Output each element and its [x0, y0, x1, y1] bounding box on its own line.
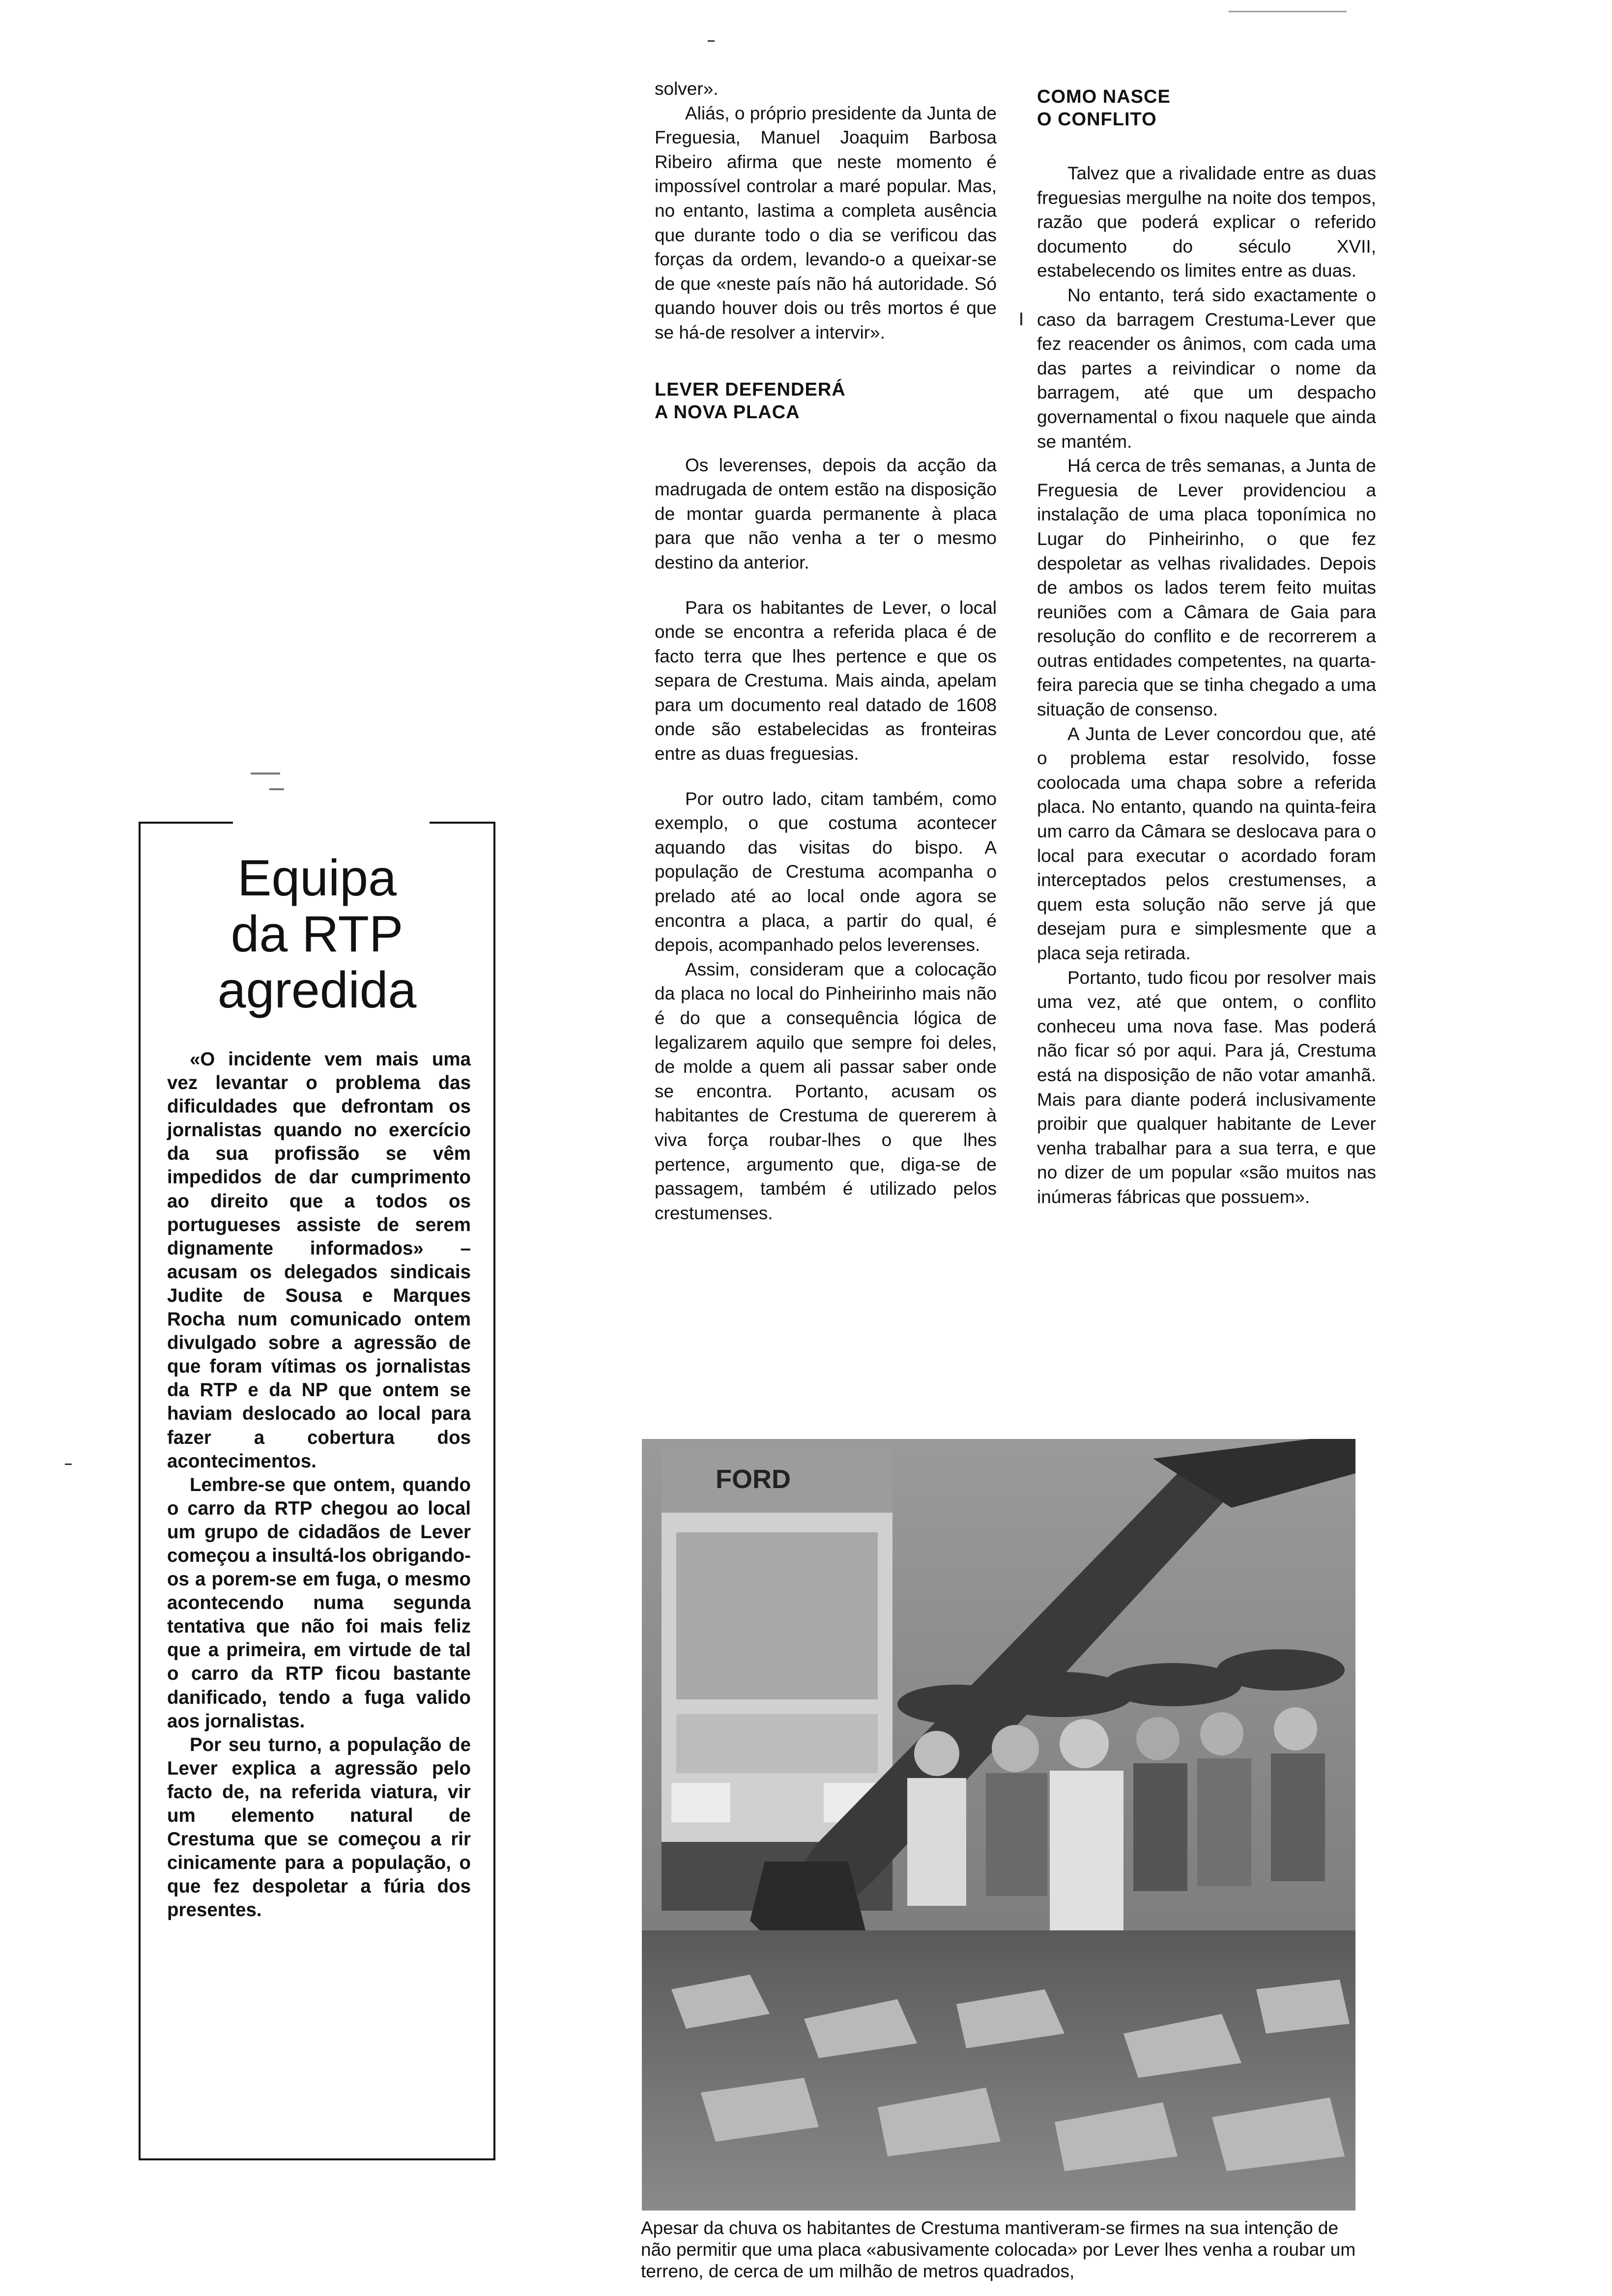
article-paragraph: Os leverenses, depois da acção da madrugada de ontem estão na disposição de montar guarda permanente à placa para que não venha a ter o mesmo destino da anterior. — [655, 455, 997, 573]
headline-line: Equipa — [237, 850, 397, 907]
subhead-line: LEVER DEFENDERÁ — [655, 379, 846, 400]
sidebar-paragraph: Lembre-se que ontem, quando o carro da RTP chegou ao local um grupo de cidadãos de Lever começou a insultá-los obrigando-os a porem-se em fuga, o mesmo acontecendo numa segunda tentativa que não foi mais feliz que a primeira, em virtude de tal o carro da RTP ficou bastante danificado, tendo a fuga valido aos jornalistas. — [167, 1474, 471, 1732]
article-paragraph: Assim, consideram que a colocação da placa no local do Pinheirinho mais não é do que a consequência lógica de legalizarem aquilo que sempre foi deles, de molde a quem ali passar saber onde se encontra. Portanto, acusam os habitantes de Crestuma de quererem à viva força roubar-lhes o que lhes pertence, argumento que, diga-se de passagem, também é utilizado pelos crestumenses. — [655, 959, 997, 1223]
article-paragraph: Há cerca de três semanas, a Junta de Freguesia de Lever providenciou a instalação de uma placa toponímica no Lugar do Pinheirinho, o que fez despoletar as velhas rivalidades. Depois de ambos os lados terem feito muitas reuniões com a Câmara de Gaia para resolução do conflito e de recorrerem a outras entidades competentes, na quarta-feira parecia que se tinha chegado a uma situação de consenso. — [1037, 456, 1376, 720]
article-column-middle — [655, 77, 997, 1225]
scan-speck — [1229, 11, 1347, 12]
subhead-como-nasce — [1037, 86, 1376, 131]
box-top-rule-left — [141, 822, 233, 824]
article-paragraph: Por outro lado, citam também, como exemplo, o que costuma acontecer aquando das visitas do bispo. A população de Crestuma acompanha o prelado até ao local onde agora se encontra a placa, a partir do qual, é depois, acompanhado pelos leverenses. — [655, 788, 997, 955]
article-paragraph: Talvez que a rivalidade entre as duas freguesias mergulhe na noite dos tempos, razão que poderá explicar o referido documento do século XVII, estabelecendo os limites entre as duas. — [1037, 163, 1376, 281]
truck-brand-text: FORD — [716, 1464, 791, 1494]
subhead-line: O CONFLITO — [1037, 109, 1157, 130]
article-paragraph: Portanto, tudo ficou por resolver mais uma vez, até que ontem, o conflito conheceu uma nova fase. Mas poderá não ficar só por aqui. Para já, Crestuma está na disposição de não votar amanhã. Mais para diante poderá inclusivamente proibir que qualquer habitante de Lever venha trabalhar para a sua terra, e que no dizer de um popular «são muitos nas inúmeras fábricas que possuem». — [1037, 967, 1376, 1207]
truck-windshield — [676, 1532, 878, 1699]
sidebar-paragraph: Por seu turno, a população de Lever explica a agressão pelo facto de, na referida viatura, vir um elemento natural de Crestuma que se começou a rir cinicamente para a população, o que fez despoletar a fúria dos presentes. — [167, 1734, 471, 1921]
news-photo — [642, 1439, 1355, 2210]
article-paragraph: A Junta de Lever concordou que, até o problema estar resolvido, fosse coolocada uma chapa sobre a referida placa. No entanto, quando na quinta-feira um carro da Câmara se deslocava para o local para executar o acordado foram interceptados pelos crestumenses, a quem esta solução não serve já que desejam pura e simplesmente que a placa seja retirada. — [1037, 723, 1376, 963]
subhead-lever-defendera — [655, 378, 997, 424]
rubble-ground — [642, 1930, 1355, 2210]
article-paragraph: solver». — [655, 79, 719, 99]
article-paragraph: Aliás, o próprio presidente da Junta de Freguesia, Manuel Joaquim Barbosa Ribeiro afirma que neste momento é impossível controlar a maré popular. Mas, no entanto, lastima a completa ausência que durante todo o dia se verificou das forças da ordem, levando-o a queixar-se de que «neste país não há autoridade. Só quando houver dois ou três mortos é que se há-de resolver a intervir». — [655, 103, 997, 343]
scan-speck — [65, 1464, 72, 1465]
article-paragraph: No entanto, terá sido exactamente o caso da barragem Crestuma-Lever que fez reacender os ânimos, com cada uma das partes a reivindicar o nome da barragem, até que um despacho governamental o fixou naquele que ainda se mantém. — [1037, 285, 1376, 452]
sidebar-body — [167, 1048, 471, 1922]
scan-speck — [708, 40, 715, 42]
box-top-rule-right — [430, 822, 493, 824]
headline-line: agredida — [217, 962, 417, 1019]
sidebar-box — [139, 822, 495, 2160]
subhead-line: COMO NASCE — [1037, 86, 1171, 107]
scan-speck — [251, 773, 280, 775]
scan-speck — [269, 788, 284, 790]
article-column-right — [1037, 86, 1376, 1209]
article-paragraph: Para os habitantes de Lever, o local onde se encontra a referida placa é de facto terra que lhes pertence e que os separa de Crestuma. Mais ainda, apelam para um documento real datado de 1608 onde são estabelecidas as fronteiras entre as duas freguesias. — [655, 597, 997, 764]
sidebar-headline — [141, 850, 493, 1018]
photo-caption: Apesar da chuva os habitantes de Crestuma mantiveram-se firmes na sua intenção de não permitir que uma placa «abusivamente colocada» por Lever lhes venha a roubar um terreno, de cerca de um milhão de metros quadrados, — [641, 2218, 1356, 2281]
headline-line: da RTP — [230, 906, 403, 963]
truck-grille — [676, 1714, 878, 1773]
subhead-line: A NOVA PLACA — [655, 402, 800, 423]
sidebar-paragraph: «O incidente vem mais uma vez levantar o problema das dificuldades que defrontam os jornalistas quando no exercício da sua profissão se vêm impedidos de dar cumprimento ao direito que a todos os portugueses assiste de serem dignamente informados» – acusam os delegados sindicais Judite de Sousa e Marques Rocha num comunicado ontem divulgado sobre a agressão de que foram vítimas os jornalistas da RTP e da NP que ontem se haviam deslocado ao local para fazer a cobertura dos acontecimentos. — [167, 1049, 471, 1472]
scan-speck — [1020, 313, 1022, 325]
truck-headlight — [671, 1783, 730, 1822]
photo-illustration — [642, 1439, 1355, 2210]
